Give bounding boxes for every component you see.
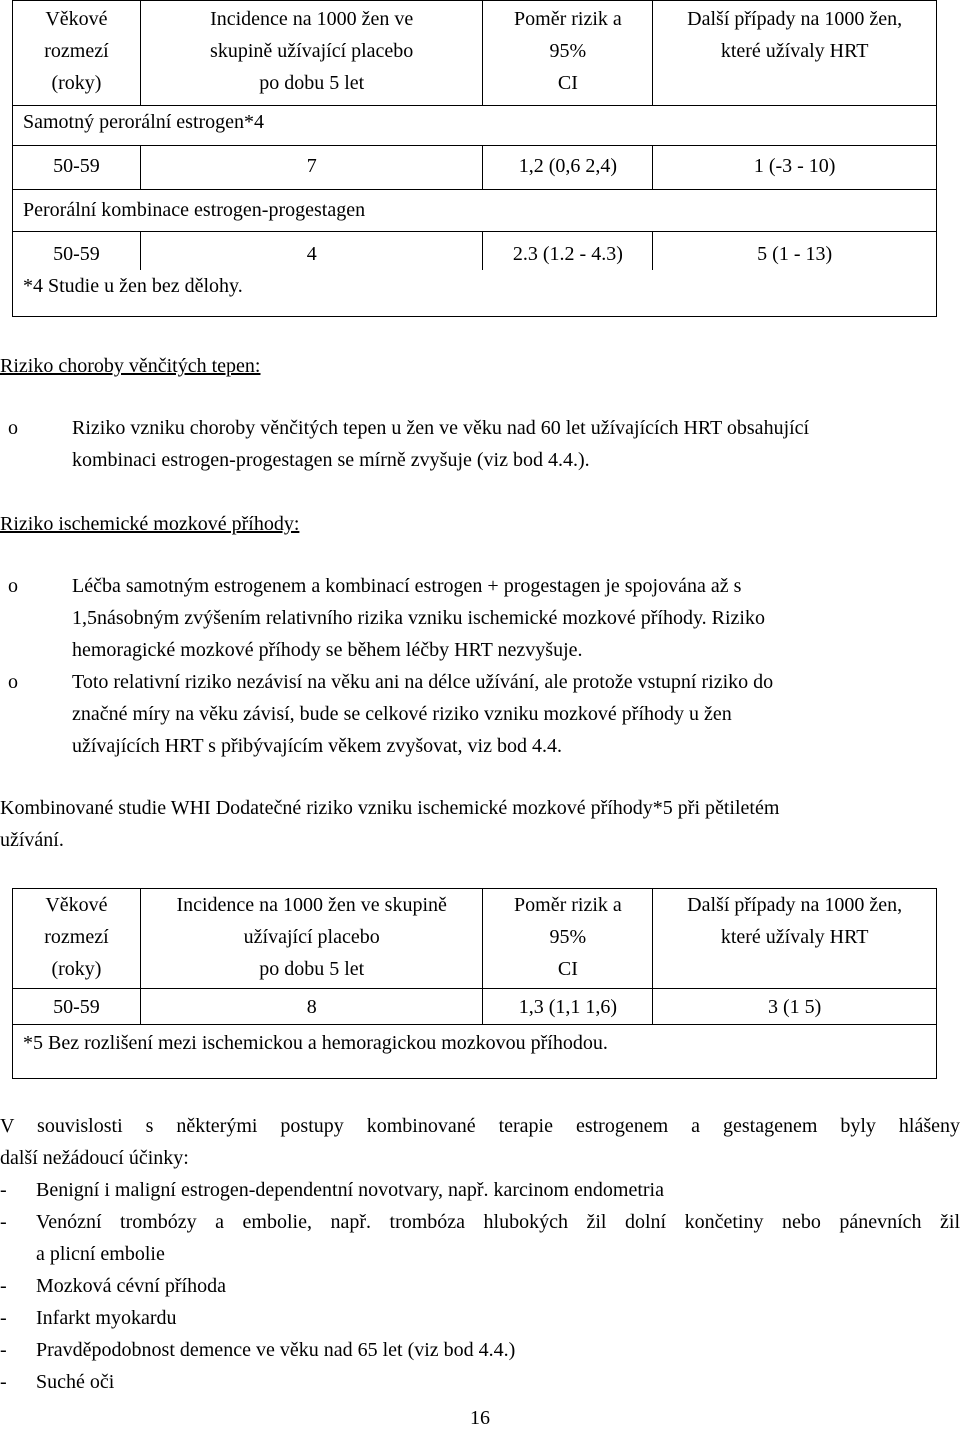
paragraph-other-adverse: V souvislosti s některými postupy kombinované terapie estrogenem a gestagenem byly hlášeny další nežádoucí účinky: <box>0 1115 960 1169</box>
header-extra-cases: Další případy na 1000 žen, které užívaly HRT <box>653 1 937 106</box>
dash-mark: - <box>0 1339 7 1361</box>
header-extra-cases: Další případy na 1000 žen, které užívaly HRT <box>653 889 937 989</box>
cell-risk-ratio: 2.3 (1.2 - 4.3) <box>483 232 653 271</box>
list-item: - Benigní i maligní estrogen-dependentní novotvary, např. karcinom endometria <box>0 1174 960 1206</box>
table-footnote-row <box>13 270 937 316</box>
list-item: o Léčba samotným estrogenem a kombinací estrogen + progestagen je spojována až s 1,5násobným zvýšením relativního rizika vzniku ischemické mozkové příhody. Riziko hemoragické mozkové příhody se během léčby HRT nezvyšuje. <box>0 570 960 666</box>
table-footnote-row <box>13 1025 937 1079</box>
section-label: Perorální kombinace estrogen-progestagen <box>13 190 937 232</box>
header-incidence: Incidence na 1000 žen ve skupině užívající placebo po dobu 5 let <box>140 889 483 989</box>
bullet-mark: o <box>8 671 18 693</box>
paragraph-whi-studies: Kombinované studie WHI Dodatečné riziko vzniku ischemické mozkové příhody*5 při pětiletém užívání. <box>0 797 780 851</box>
table-row <box>13 232 937 271</box>
bullet-list-stroke <box>0 570 960 762</box>
table-footnote: *4 Studie u žen bez dělohy. <box>13 270 937 316</box>
cell-extra-cases: 3 (1 5) <box>653 989 937 1025</box>
list-item: - Suché oči <box>0 1366 960 1398</box>
table-row <box>13 989 937 1025</box>
cell-risk-ratio: 1,2 (0,6 2,4) <box>483 146 653 190</box>
list-item: - Pravděpodobnost demence ve věku nad 65 let (viz bod 4.4.) <box>0 1334 960 1366</box>
section-label: Samotný perorální estrogen*4 <box>13 106 937 146</box>
bullet-mark: o <box>8 417 18 439</box>
bullet-list-coronary <box>0 412 960 476</box>
header-risk-ratio: Poměr rizik a 95% CI <box>483 1 653 106</box>
table-section-row <box>13 190 937 232</box>
cell-extra-cases: 1 (-3 - 10) <box>653 146 937 190</box>
cell-incidence: 7 <box>140 146 483 190</box>
table-footnote: *5 Bez rozlišení mezi ischemickou a hemoragickou mozkovou příhodou. <box>13 1025 937 1079</box>
cell-age: 50-59 <box>13 232 141 271</box>
page-number: 16 <box>470 1407 490 1429</box>
cell-age: 50-59 <box>13 146 141 190</box>
header-age: Věkové rozmezí (roky) <box>13 1 141 106</box>
header-age: Věkové rozmezí (roky) <box>13 889 141 989</box>
table-header-row <box>13 1 937 106</box>
dash-mark: - <box>0 1307 7 1329</box>
heading-coronary-risk: Riziko choroby věnčitých tepen: <box>0 355 261 377</box>
cell-extra-cases: 5 (1 - 13) <box>653 232 937 271</box>
list-item: - Venózní trombózy a embolie, např. trombóza hlubokých žil dolní končetiny nebo pánevních žil a plicní embolie <box>0 1206 960 1270</box>
list-item: o Riziko vzniku choroby věnčitých tepen u žen ve věku nad 60 let užívajících HRT obsahující kombinaci estrogen-progestagen se mírně zvyšuje (viz bod 4.4.). <box>0 412 960 476</box>
dash-mark: - <box>0 1275 7 1297</box>
header-incidence: Incidence na 1000 žen ve skupině užívající placebo po dobu 5 let <box>140 1 483 106</box>
dash-mark: - <box>0 1371 7 1393</box>
table-stroke-risk <box>12 888 937 1079</box>
dash-mark: - <box>0 1211 7 1233</box>
header-risk-ratio: Poměr rizik a 95% CI <box>483 889 653 989</box>
cell-incidence: 4 <box>140 232 483 271</box>
table-header-row <box>13 889 937 989</box>
heading-stroke-risk: Riziko ischemické mozkové příhody: <box>0 513 300 535</box>
list-item: o Toto relativní riziko nezávisí na věku ani na délce užívání, ale protože vstupní riziko do značné míry na věku závisí, bude se celkové riziko vzniku mozkové příhody u žen užívajících HRT s přibývajícím věkem zvyšovat, viz bod 4.4. <box>0 666 960 762</box>
bullet-mark: o <box>8 575 18 597</box>
cell-incidence: 8 <box>140 989 483 1025</box>
table-row <box>13 146 937 190</box>
dash-mark: - <box>0 1179 7 1201</box>
cell-risk-ratio: 1,3 (1,1 1,6) <box>483 989 653 1025</box>
table-section-row <box>13 106 937 146</box>
table-estrogen-risk <box>12 0 937 317</box>
cell-age: 50-59 <box>13 989 141 1025</box>
dash-list-adverse <box>0 1174 960 1398</box>
list-item: - Mozková cévní příhoda <box>0 1270 960 1302</box>
list-item: - Infarkt myokardu <box>0 1302 960 1334</box>
